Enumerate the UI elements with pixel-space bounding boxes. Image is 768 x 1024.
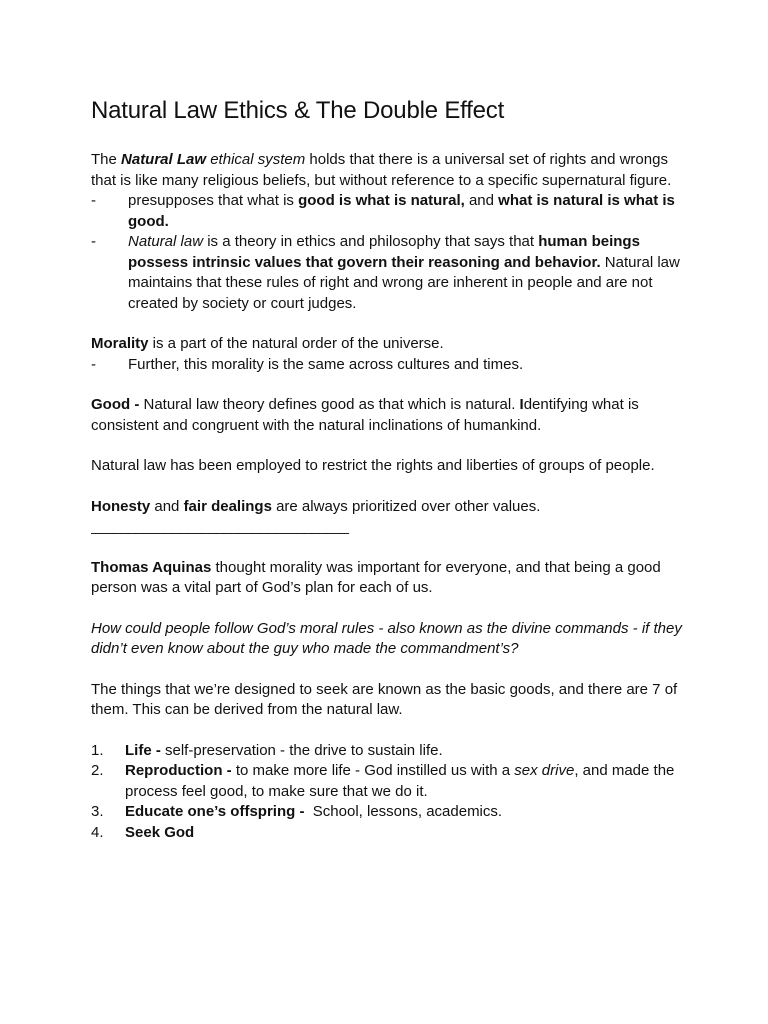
list-item: - presupposes that what is good is what is natural, and what is natural is what is good. — [91, 192, 675, 230]
restrict-paragraph: Natural law has been employed to restrict the rights and liberties of groups of people. — [91, 457, 655, 474]
good-paragraph: Good - Natural law theory defines good as that which is natural. Identifying what is consistent and congruent with the natural inclinations of humankind. — [91, 396, 639, 434]
horizontal-rule: ___________________________________ — [91, 518, 348, 535]
natural-law-bullets — [91, 191, 691, 314]
page-title: Natural Law Ethics & The Double Effect — [91, 97, 505, 124]
list-item: 1. Life - self-preservation - the drive to sustain life. — [91, 741, 443, 759]
intro-paragraph: The Natural Law ethical system holds that there is a universal set of rights and wrongs that is like many religious beliefs, but without reference to a specific supernatural figure. — [91, 151, 672, 189]
list-item: - Natural law is a theory in ethics and philosophy that says that human beings possess intrinsic values that govern their reasoning and behavior. Natural law maintains that these rules of right and wrong are inherent in people and are not created by society or court judges. — [91, 233, 680, 312]
list-item: 3. Educate one’s offspring - School, lessons, academics. — [91, 803, 503, 820]
list-item: - Further, this morality is the same across cultures and times. — [91, 355, 524, 373]
document-page — [91, 96, 691, 843]
morality-paragraph: Morality is a part of the natural order of the universe. — [91, 335, 444, 352]
list-item: 4. Seek God — [91, 823, 195, 841]
goods-intro-paragraph: The things that we’re designed to seek are known as the basic goods, and there are 7 of them. This can be derived from the natural law. — [91, 680, 678, 718]
question-paragraph: How could people follow God’s moral rules - also known as the divine commands - if they didn’t even know about the guy who made the commandment’s? — [91, 619, 682, 657]
basic-goods-list — [91, 741, 691, 844]
honesty-paragraph: Honesty and fair dealings are always prioritized over other values. — [91, 497, 541, 515]
aquinas-paragraph: Thomas Aquinas thought morality was important for everyone, and that being a good person was a vital part of God’s plan for each of us. — [91, 558, 661, 596]
morality-bullets — [91, 355, 691, 376]
list-item: 2. Reproduction - to make more life - God instilled us with a sex drive, and made the process feel good, to make sure that we do it. — [91, 762, 675, 800]
